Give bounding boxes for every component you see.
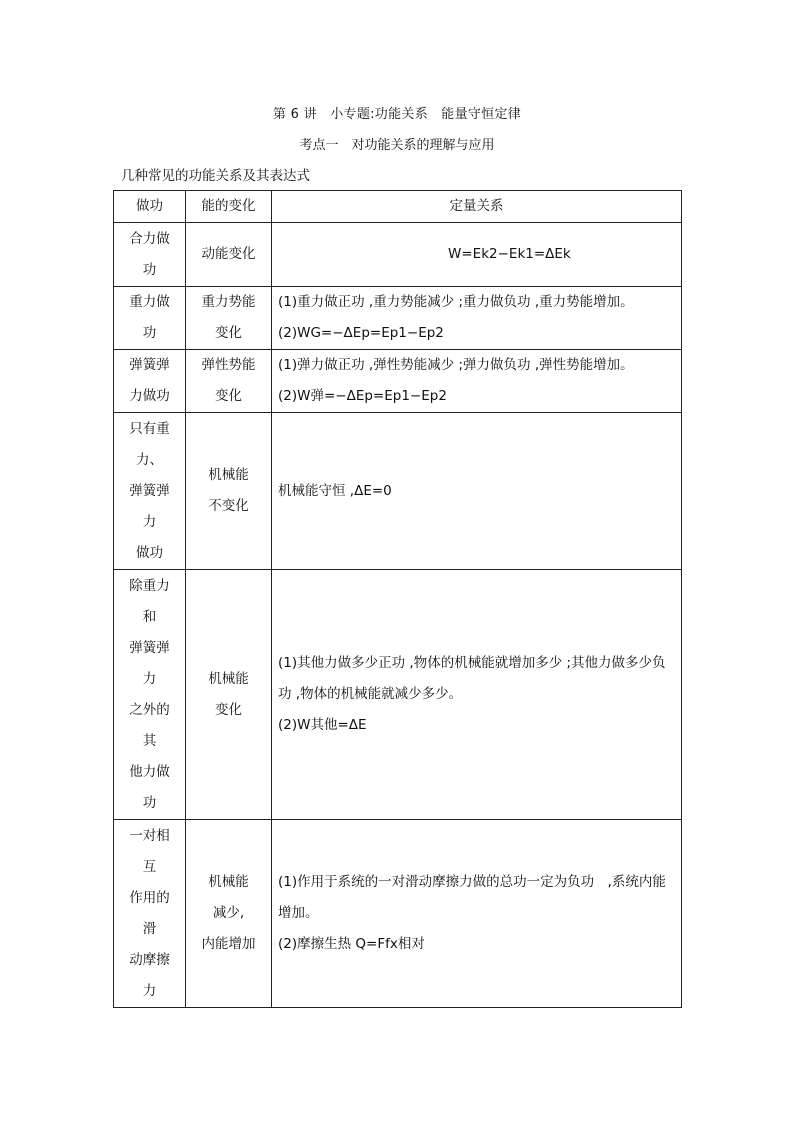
relation-cell xyxy=(272,223,682,287)
relation-formula: W=Ek2−Ek1=ΔEk xyxy=(448,246,571,262)
energy-cell: 机械能 减少, 内能增加 xyxy=(186,820,272,1008)
table-row xyxy=(114,223,682,287)
column-header-energy-change: 能的变化 xyxy=(186,191,272,223)
relation-cell xyxy=(272,413,682,570)
table-header-row xyxy=(114,191,682,223)
relation-formula: (2)W其他=ΔE xyxy=(278,717,367,733)
relation-cell xyxy=(272,820,682,1008)
relation-text: (1)重力做正功 ,重力势能减少 ;重力做负功 ,重力势能增加。 xyxy=(278,294,634,310)
work-cell: 弹簧弹 力做功 xyxy=(114,350,186,413)
table-row xyxy=(114,287,682,350)
relation-text: 机械能守恒 ,ΔE=0 xyxy=(278,482,392,499)
relation-text: (1)作用于系统的一对滑动摩擦力做的总功一定为负功 ,系统内能增加。 xyxy=(278,874,666,921)
relation-formula: (2)WG=−ΔEp=Ep1−Ep2 xyxy=(278,325,444,341)
table-row xyxy=(114,820,682,1008)
column-header-relation: 定量关系 xyxy=(272,191,682,223)
energy-cell: 机械能 变化 xyxy=(186,570,272,820)
work-cell: 除重力 和 弹簧弹 力 之外的 其 他力做 功 xyxy=(114,570,186,820)
energy-cell: 动能变化 xyxy=(186,223,272,287)
table-row xyxy=(114,413,682,570)
relation-cell xyxy=(272,350,682,413)
energy-cell: 机械能 不变化 xyxy=(186,413,272,570)
energy-cell: 重力势能 变化 xyxy=(186,287,272,350)
relation-formula: (2)摩擦生热 Q=Ffx相对 xyxy=(278,936,425,952)
section-heading: 考点一 对功能关系的理解与应用 xyxy=(299,138,495,153)
table-row xyxy=(114,570,682,820)
relation-formula: (2)W弹=−ΔEp=Ep1−Ep2 xyxy=(278,388,447,404)
page-title: 第 6 讲 小专题:功能关系 能量守恒定律 xyxy=(272,107,522,122)
work-cell: 合力做 功 xyxy=(114,223,186,287)
column-header-work: 做功 xyxy=(114,191,186,223)
table-caption: 几种常见的功能关系及其表达式 xyxy=(121,168,310,184)
work-cell: 重力做 功 xyxy=(114,287,186,350)
relation-cell xyxy=(272,570,682,820)
relation-text: (1)其他力做多少正功 ,物体的机械能就增加多少 ;其他力做多少负功 ,物体的机械能就减少多少。 xyxy=(278,655,666,702)
relation-cell xyxy=(272,287,682,350)
table-row xyxy=(114,350,682,413)
work-energy-table xyxy=(113,190,682,1008)
relation-text: (1)弹力做正功 ,弹性势能减少 ;弹力做负功 ,弹性势能增加。 xyxy=(278,357,634,373)
work-cell: 只有重 力、 弹簧弹 力 做功 xyxy=(114,413,186,570)
work-cell: 一对相 互 作用的 滑 动摩擦 力 xyxy=(114,820,186,1008)
energy-cell: 弹性势能 变化 xyxy=(186,350,272,413)
